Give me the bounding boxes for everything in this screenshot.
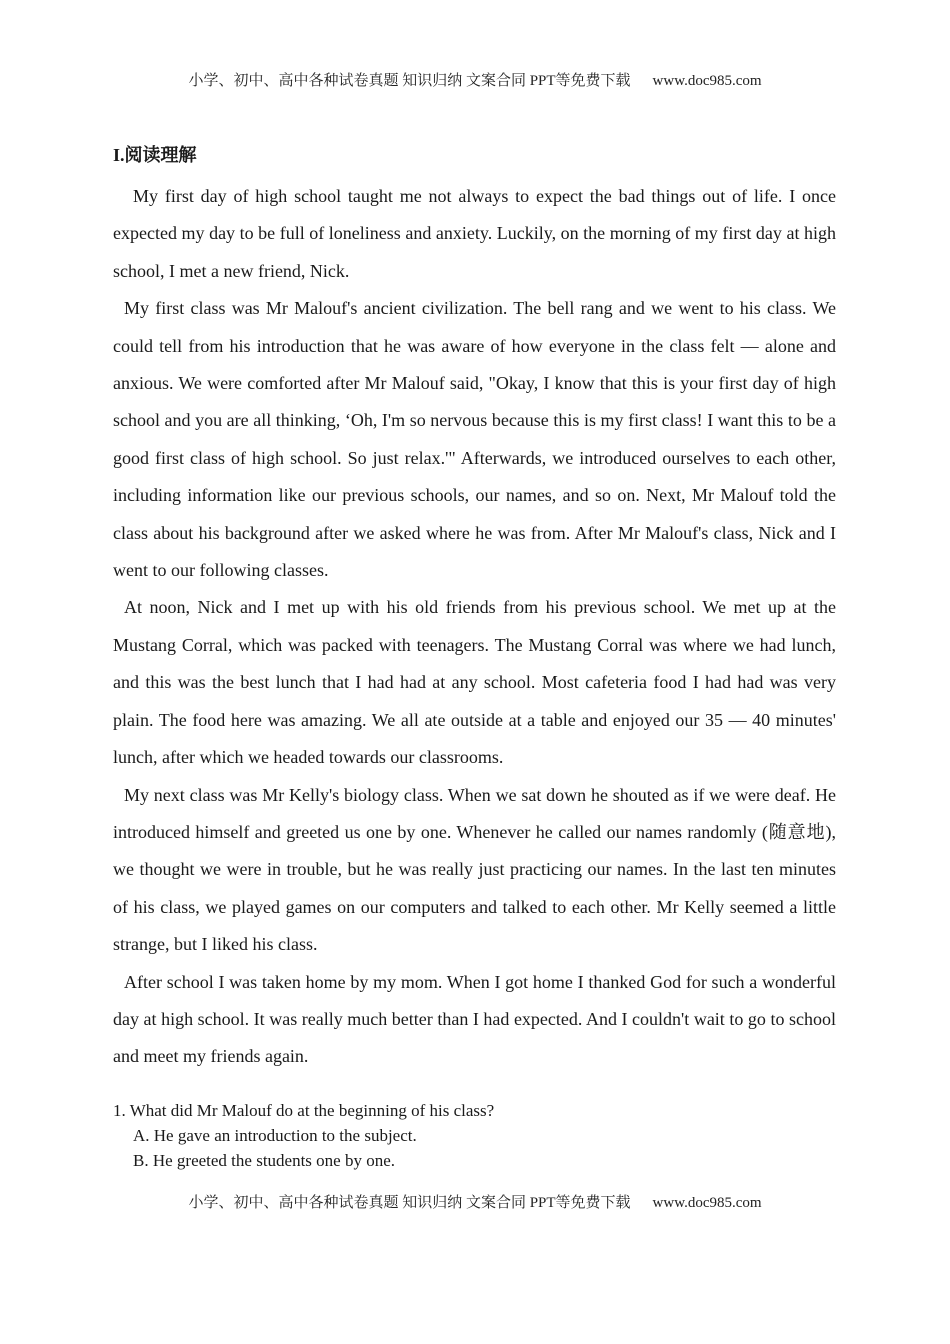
passage-paragraph-4: My next class was Mr Kelly's biology class. When we sat down he shouted as if we were deaf. He introduced himself and greeted us one by one. Whenever he called our names randomly (随意地), we thought we were in trouble, but he was really just practicing our names. In the last ten minutes of his class, we played games on our computers and talked to each other. Mr Kelly seemed a little strange, but I liked his class.: [113, 784, 836, 955]
question-1-option-b: B. He greeted the students one by one.: [133, 1150, 396, 1170]
passage-paragraph-3: At noon, Nick and I met up with his old friends from his previous school. We met up at the Mustang Corral, which was packed with teenagers. The Mustang Corral was where we had lunch, and this was the best lunch that I had had at any school. Most cafeteria food I had had was very plain. The food here was amazing. We all ate outside at a table and enjoyed our 35 — 40 minutes' lunch, after which we headed towards our classrooms.: [113, 597, 836, 768]
passage-paragraph-1: My first day of high school taught me not always to expect the bad things out of life. I once expected my day to be full of loneliness and anxiety. Luckily, on the morning of my first day at high school, I met a new friend, Nick.: [113, 186, 836, 281]
question-list: [113, 1098, 836, 1173]
header-text: 小学、初中、高中各种试卷真题 知识归纳 文案合同 PPT等免费下载: [188, 73, 631, 89]
section-title: I.阅读理解: [113, 145, 197, 165]
passage-paragraph-2: My first class was Mr Malouf's ancient civilization. The bell rang and we went to his class. We could tell from his introduction that he was aware of how everyone in the class felt — alone and anxious. We were comforted after Mr Malouf said, "Okay, I know that this is your first day of high school and you are all thinking, ‘Oh, I'm so nervous because this is my first class! I want this to be a good first class of high school. So just relax.'" Afterwards, we introduced ourselves to each other, including information like our previous schools, our names, and so on. Next, Mr Malouf told the class about his background after we asked where he was from. After Mr Malouf's class, Nick and I went to our following classes.: [113, 298, 836, 581]
page-header: [0, 69, 950, 90]
footer-site-link[interactable]: www.doc985.com: [652, 1195, 762, 1211]
header-site-link[interactable]: www.doc985.com: [652, 73, 762, 89]
document-body: [113, 142, 836, 1173]
page-footer: [0, 1191, 950, 1212]
question-1-stem: 1. What did Mr Malouf do at the beginning of his class?: [113, 1100, 495, 1120]
footer-text: 小学、初中、高中各种试卷真题 知识归纳 文案合同 PPT等免费下载: [188, 1195, 631, 1211]
passage-paragraph-5: After school I was taken home by my mom. When I got home I thanked God for such a wonderful day at high school. It was really much better than I had expected. And I couldn't wait to go to school and meet my friends again.: [113, 971, 836, 1067]
question-1-option-a: A. He gave an introduction to the subject.: [133, 1125, 417, 1145]
